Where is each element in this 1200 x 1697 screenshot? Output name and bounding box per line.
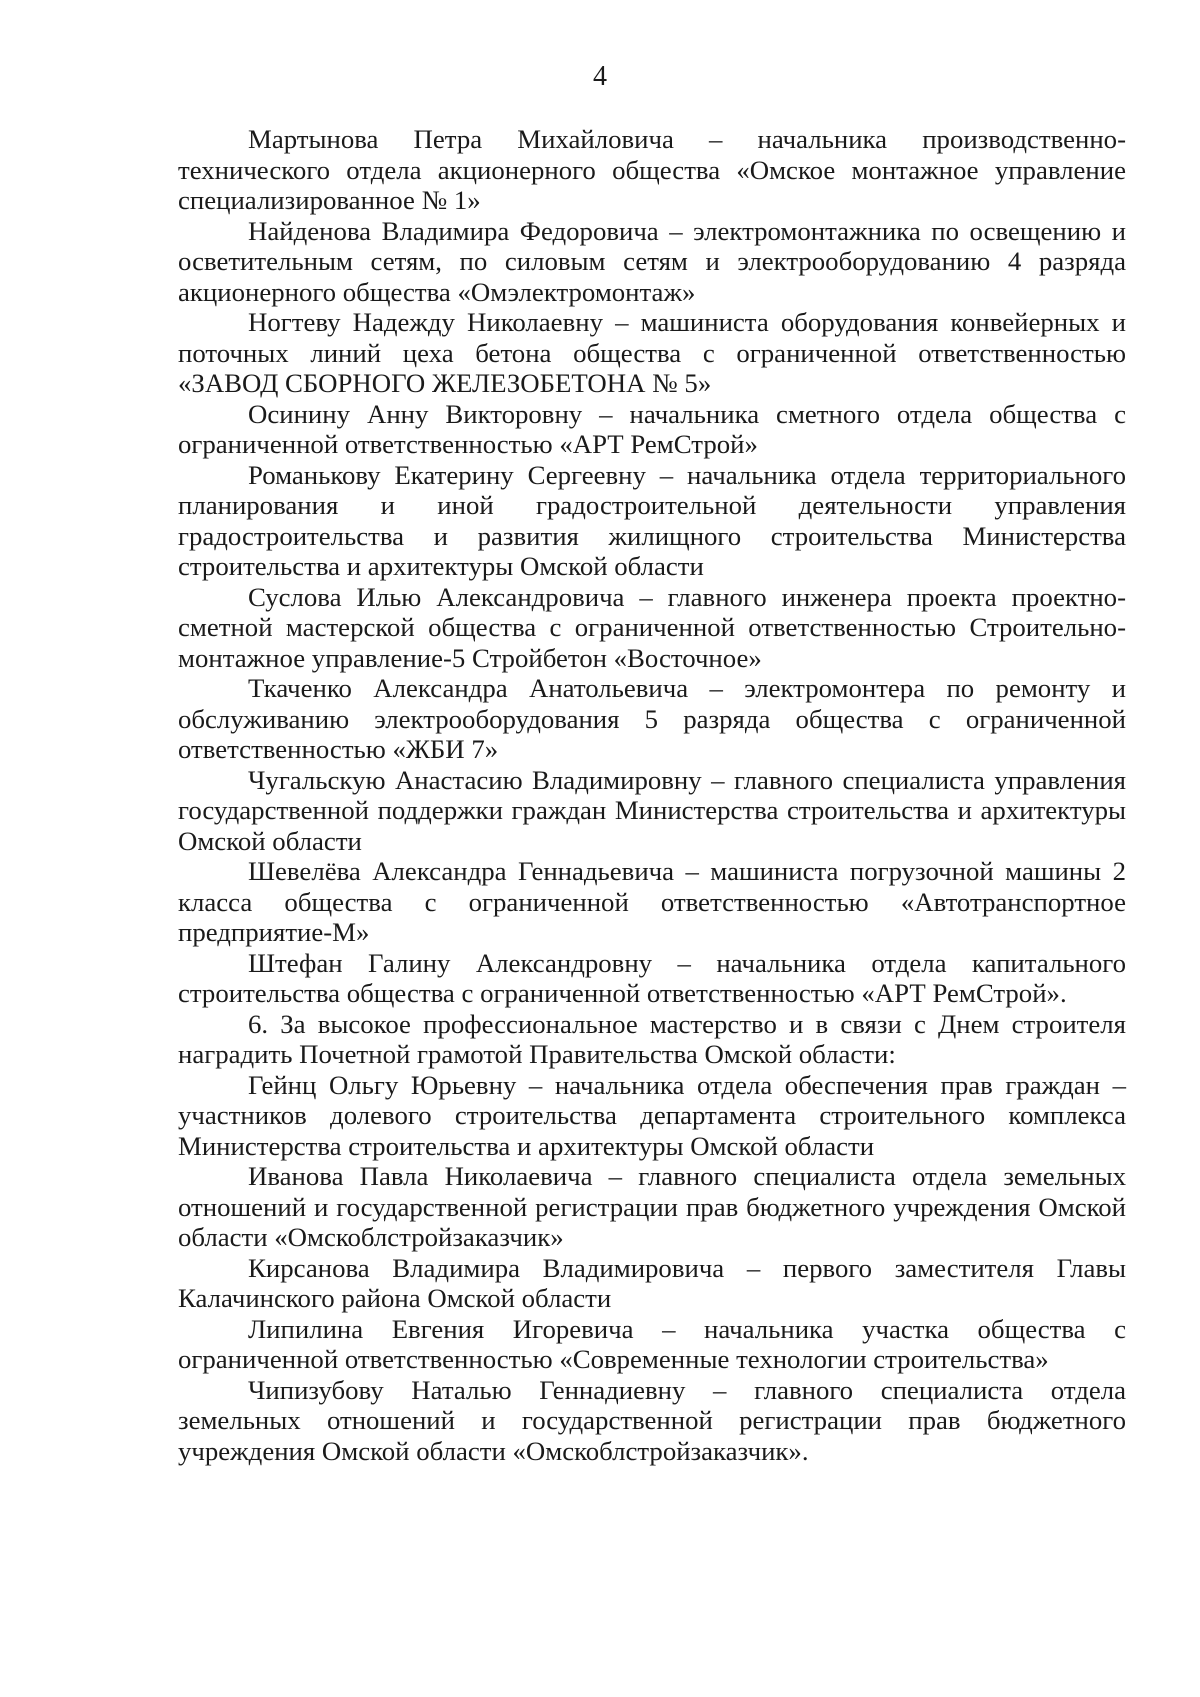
award-entry-geinz: Гейнц Ольгу Юрьевну – начальника отдела обеспечения прав граждан – участников долевого строительства департамента строительного комплекса Министерства строительства и архитектуры Омской области bbox=[178, 1069, 1126, 1161]
document-body bbox=[178, 124, 1126, 1466]
award-entry-ivanov: Иванова Павла Николаевича – главного специалиста отдела земельных отношений и государственной регистрации прав бюджетного учреждения Омской области «Омскоблстройзаказчик» bbox=[178, 1161, 1126, 1252]
section-6-heading: 6. За высокое профессиональное мастерство и в связи с Днем строителя наградить Почетной грамотой Правительства Омской области: bbox=[178, 1008, 1126, 1069]
award-entry-osinina: Осинину Анну Викторовну – начальника сметного отдела общества с ограниченной ответственностью «АРТ РемСтрой» bbox=[178, 398, 1126, 459]
award-entry-chipizubova: Чипизубову Наталью Геннадиевну – главного специалиста отдела земельных отношений и государственной регистрации прав бюджетного учреждения Омской области «Омскоблстройзаказчик». bbox=[178, 1374, 1126, 1466]
award-entry-romankova: Романькову Екатерину Сергеевну – начальника отдела территориального планирования и иной градостроительной деятельности управления градостроительства и развития жилищного строительства Министерства строительства и архитектуры Омской области bbox=[178, 459, 1126, 581]
award-entry-lipilin: Липилина Евгения Игоревича – начальника участка общества с ограниченной ответственностью «Современные технологии строительства» bbox=[178, 1313, 1126, 1374]
award-entry-naidenov: Найденова Владимира Федоровича – электромонтажника по освещению и осветительным сетям, по силовым сетям и электрооборудованию 4 разряда акционерного общества «Омэлектромонтаж» bbox=[178, 215, 1126, 307]
award-entry-kirsanov: Кирсанова Владимира Владимировича – первого заместителя Главы Калачинского района Омской области bbox=[178, 1252, 1126, 1313]
page-number: 4 bbox=[593, 61, 607, 92]
award-entry-shevelev: Шевелёва Александра Геннадьевича – машиниста погрузочной машины 2 класса общества с ограниченной ответственностью «Автотранспортное предприятие-М» bbox=[178, 856, 1126, 947]
award-entry-chugalskaya: Чугальскую Анастасию Владимировну – главного специалиста управления государственной поддержки граждан Министерства строительства и архитектуры Омской области bbox=[178, 764, 1126, 856]
award-entry-nogteva: Ногтеву Надежду Николаевну – машиниста оборудования конвейерных и поточных линий цеха бетона общества с ограниченной ответственностью «ЗАВОД СБОРНОГО ЖЕЛЕЗОБЕТОНА № 5» bbox=[178, 307, 1126, 398]
award-entry-martynov: Мартынова Петра Михайловича – начальника производственно-технического отдела акционерного общества «Омское монтажное управление специализированное № 1» bbox=[178, 124, 1126, 215]
award-entry-tkachenko: Ткаченко Александра Анатольевича – электромонтера по ремонту и обслуживанию электрооборудования 5 разряда общества с ограниченной ответственностью «ЖБИ 7» bbox=[178, 673, 1126, 764]
award-entry-suslov: Суслова Илью Александровича – главного инженера проекта проектно-сметной мастерской общества с ограниченной ответственностью Строительно-монтажное управление-5 Стройбетон «Восточное» bbox=[178, 581, 1126, 673]
award-entry-shtefan: Штефан Галину Александровну – начальника отдела капитального строительства общества с ограниченной ответственностью «АРТ РемСтрой». bbox=[178, 947, 1126, 1008]
